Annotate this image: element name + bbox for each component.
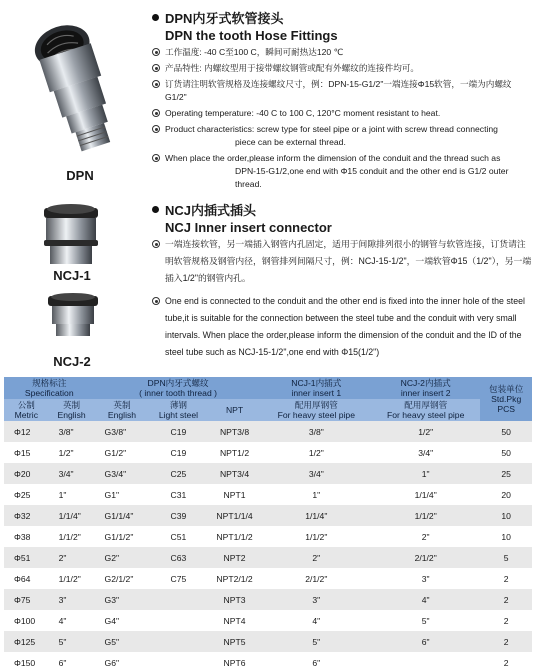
ncj-section — [0, 190, 536, 375]
ncj-bullet-list — [152, 236, 532, 364]
list-item: 一端连接软管，另一端插入钢管内孔固定，适用于间隙排列很小的钢管与软管连接，订货请注明软管规格及钢管内径，钢管排列间隔尺寸，例：NCJ-15-1/2"，一端软管Φ15（1/2"），另一端插入1/2"的钢管内孔。 — [152, 236, 532, 287]
table-row — [4, 526, 532, 547]
cell-heavy1: 5" — [262, 631, 371, 652]
cell-heavy2 — [371, 652, 480, 668]
bullet-icon — [152, 80, 160, 88]
cell-heavy1: 1/1/4" — [262, 505, 371, 526]
cell-metric: Φ100 — [4, 610, 49, 631]
table-row — [4, 568, 532, 589]
cell-light-steel — [149, 589, 207, 610]
col-header-npt: NPT — [207, 399, 261, 421]
cell-heavy2: 1/1/2" — [371, 505, 480, 526]
bullet-icon — [152, 154, 160, 162]
table-row — [4, 505, 532, 526]
ncj-heading — [152, 200, 332, 236]
cell-pkg: 20 — [480, 484, 532, 505]
ncj-title-en: NCJ Inner insert connector — [165, 220, 332, 235]
table-row — [4, 484, 532, 505]
dpn-label: DPN — [66, 168, 94, 183]
cell-pkg: 10 — [480, 526, 532, 547]
list-item: One end is connected to the conduit and the other end is fixed into the inner hole of the steel tube,it is suitable for the connection between the steel tube and the conduit with very small intervals. When place the order,please inform the dimension of the conduit and the ID of the steel tube such as NCJ-15-1/2",one end with Φ15(1/2") — [152, 293, 532, 361]
col-header-dpn: DPN内牙式螺纹 ( inner tooth thread ) — [95, 377, 262, 399]
cell-pkg: 5 — [480, 547, 532, 568]
cell-light-steel: C39 — [149, 505, 207, 526]
cell-dpn-english: G1/2" — [95, 442, 150, 463]
cell-dpn-english: G6" — [95, 652, 150, 668]
cell-npt: NPT1/2 — [207, 442, 261, 463]
bullet-icon — [152, 240, 160, 248]
table-subheader-row — [4, 399, 532, 421]
cell-pkg: 10 — [480, 505, 532, 526]
col-header-metric: 公制 Metric — [4, 399, 49, 421]
cell-english: 6" — [49, 652, 95, 668]
dpn-title-en: DPN the tooth Hose Fittings — [165, 28, 338, 43]
cell-dpn-english: G1/1/2" — [95, 526, 150, 547]
cell-english: 1/2" — [49, 442, 95, 463]
table-row — [4, 610, 532, 631]
cell-heavy2: 1/1/4" — [371, 484, 480, 505]
cell-npt: NPT2/1/2 — [207, 568, 261, 589]
table-row — [4, 631, 532, 652]
cell-english: 1/1/2" — [49, 526, 95, 547]
table-row — [4, 463, 532, 484]
bullet-icon — [152, 48, 160, 56]
cell-english: 3/8" — [49, 421, 95, 442]
cell-metric: Φ38 — [4, 526, 49, 547]
list-item: 工作温度: -40 C至100 C，瞬间可耐热达120 ℃ — [152, 46, 532, 59]
cell-heavy1: 4" — [262, 610, 371, 631]
cell-pkg: 50 — [480, 421, 532, 442]
cell-english: 1/1/4" — [49, 505, 95, 526]
cell-dpn-english: G1" — [95, 484, 150, 505]
cell-dpn-english: G1/1/4" — [95, 505, 150, 526]
cell-heavy2: 5" — [371, 610, 480, 631]
list-item: 产品特性: 内螺纹型用于接带螺纹钢管或配有外螺纹的连接件均可。 — [152, 62, 532, 75]
cell-light-steel: C51 — [149, 526, 207, 547]
heading-bullet-icon — [152, 206, 159, 213]
cell-english: 3" — [49, 589, 95, 610]
table-row — [4, 652, 532, 668]
spec-table-body — [4, 421, 532, 668]
col-header-ncj1: NCJ-1内插式 inner insert 1 — [262, 377, 371, 399]
cell-heavy1: 3" — [262, 589, 371, 610]
col-header-english: 英制 English — [49, 399, 95, 421]
cell-heavy2: 3/4" — [371, 442, 480, 463]
cell-heavy1: 6" — [262, 652, 371, 668]
cell-light-steel: C19 — [149, 421, 207, 442]
cell-light-steel: C25 — [149, 463, 207, 484]
col-header-heavy1: 配用厚钢管 For heavy steel pipe — [262, 399, 371, 421]
col-header-pkg: 包装单位 Std.Pkg PCS — [480, 377, 532, 421]
col-header-ncj2: NCJ-2内插式 inner insert 2 — [371, 377, 480, 399]
table-row — [4, 442, 532, 463]
dpn-heading — [152, 8, 338, 44]
cell-english: 1/1/2" — [49, 568, 95, 589]
dpn-bullet-list — [152, 46, 532, 194]
dpn-fitting-image — [28, 6, 120, 164]
cell-light-steel: C75 — [149, 568, 207, 589]
table-header-row — [4, 377, 532, 399]
cell-npt: NPT1/1/2 — [207, 526, 261, 547]
cell-pkg: 2 — [480, 610, 532, 631]
list-item: When place the order,please inform the dimension of the conduit and the thread such as DPN-15-G1/2,one end with Φ15 conduit and the other end is G1/2 outer thread. — [152, 152, 532, 191]
dpn-section — [0, 0, 536, 190]
cell-npt: NPT6 — [207, 652, 261, 668]
cell-pkg: 2 — [480, 589, 532, 610]
cell-light-steel: C19 — [149, 442, 207, 463]
cell-npt: NPT3/8 — [207, 421, 261, 442]
cell-english: 2" — [49, 547, 95, 568]
cell-heavy2: 2" — [371, 526, 480, 547]
cell-english: 4" — [49, 610, 95, 631]
cell-heavy1: 1" — [262, 484, 371, 505]
cell-pkg: 2 — [480, 568, 532, 589]
cell-english: 5" — [49, 631, 95, 652]
cell-heavy2: 1" — [371, 463, 480, 484]
cell-light-steel: C63 — [149, 547, 207, 568]
cell-metric: Φ150 — [4, 652, 49, 668]
bullet-icon — [152, 109, 160, 117]
cell-metric: Φ75 — [4, 589, 49, 610]
cell-npt: NPT3 — [207, 589, 261, 610]
cell-npt: NPT1 — [207, 484, 261, 505]
cell-metric: Φ20 — [4, 463, 49, 484]
spec-table — [4, 377, 532, 668]
dpn-title-cn: DPN内牙式软管接头 — [165, 11, 284, 26]
cell-pkg: 25 — [480, 463, 532, 484]
cell-dpn-english: G3/4" — [95, 463, 150, 484]
cell-heavy2: 1/2" — [371, 421, 480, 442]
ncj1-label: NCJ-1 — [53, 268, 91, 283]
cell-heavy1: 2/1/2" — [262, 568, 371, 589]
list-item: 订货请注明软管规格及连接螺纹尺寸，例：DPN-15-G1/2"一端连接Φ15软管，一端为内螺纹G1/2" — [152, 78, 532, 104]
cell-npt: NPT5 — [207, 631, 261, 652]
cell-light-steel — [149, 631, 207, 652]
cell-metric: Φ25 — [4, 484, 49, 505]
cell-english: 1" — [49, 484, 95, 505]
cell-npt: NPT2 — [207, 547, 261, 568]
cell-metric: Φ51 — [4, 547, 49, 568]
cell-heavy1: 3/8" — [262, 421, 371, 442]
bullet-icon — [152, 64, 160, 72]
cell-dpn-english: G4" — [95, 610, 150, 631]
cell-heavy1: 1/2" — [262, 442, 371, 463]
col-header-light-steel: 薄钢 Light steel — [149, 399, 207, 421]
ncj2-label: NCJ-2 — [53, 354, 91, 369]
cell-heavy2: 4" — [371, 589, 480, 610]
cell-heavy2: 2/1/2" — [371, 547, 480, 568]
cell-dpn-english: G5" — [95, 631, 150, 652]
cell-dpn-english: G3" — [95, 589, 150, 610]
cell-light-steel: C31 — [149, 484, 207, 505]
cell-metric: Φ64 — [4, 568, 49, 589]
cell-npt: NPT1/1/4 — [207, 505, 261, 526]
cell-dpn-english: G2" — [95, 547, 150, 568]
col-header-dpn-english: 英制 English — [95, 399, 150, 421]
cell-metric: Φ15 — [4, 442, 49, 463]
table-row — [4, 589, 532, 610]
col-header-heavy2: 配用厚钢管 For heavy steel pipe — [371, 399, 480, 421]
cell-heavy1: 3/4" — [262, 463, 371, 484]
heading-bullet-icon — [152, 14, 159, 21]
col-header-spec: 规格标注 Specification — [4, 377, 95, 399]
cell-metric: Φ125 — [4, 631, 49, 652]
ncj-title-cn: NCJ内插式插头 — [165, 203, 257, 218]
cell-npt: NPT4 — [207, 610, 261, 631]
cell-pkg: 2 — [480, 652, 532, 668]
cell-light-steel — [149, 652, 207, 668]
cell-dpn-english: G3/8" — [95, 421, 150, 442]
bullet-icon — [152, 125, 160, 133]
cell-metric: Φ12 — [4, 421, 49, 442]
cell-metric: Φ32 — [4, 505, 49, 526]
cell-pkg: 50 — [480, 442, 532, 463]
bullet-icon — [152, 297, 160, 305]
table-row — [4, 547, 532, 568]
cell-pkg: 2 — [480, 631, 532, 652]
ncj1-connector-image — [38, 198, 104, 270]
cell-npt: NPT3/4 — [207, 463, 261, 484]
cell-heavy2: 3" — [371, 568, 480, 589]
list-item: Product characteristics: screw type for steel pipe or a joint with screw thread connecting piece can be external thread. — [152, 123, 532, 149]
cell-heavy1: 2" — [262, 547, 371, 568]
cell-heavy2: 6" — [371, 631, 480, 652]
list-item: Operating temperature: -40 C to 100 C, 120°C moment resistant to heat. — [152, 107, 532, 120]
table-row — [4, 421, 532, 442]
ncj2-connector-image — [44, 290, 102, 340]
cell-heavy1: 1/1/2" — [262, 526, 371, 547]
cell-dpn-english: G2/1/2" — [95, 568, 150, 589]
cell-english: 3/4" — [49, 463, 95, 484]
cell-light-steel — [149, 610, 207, 631]
